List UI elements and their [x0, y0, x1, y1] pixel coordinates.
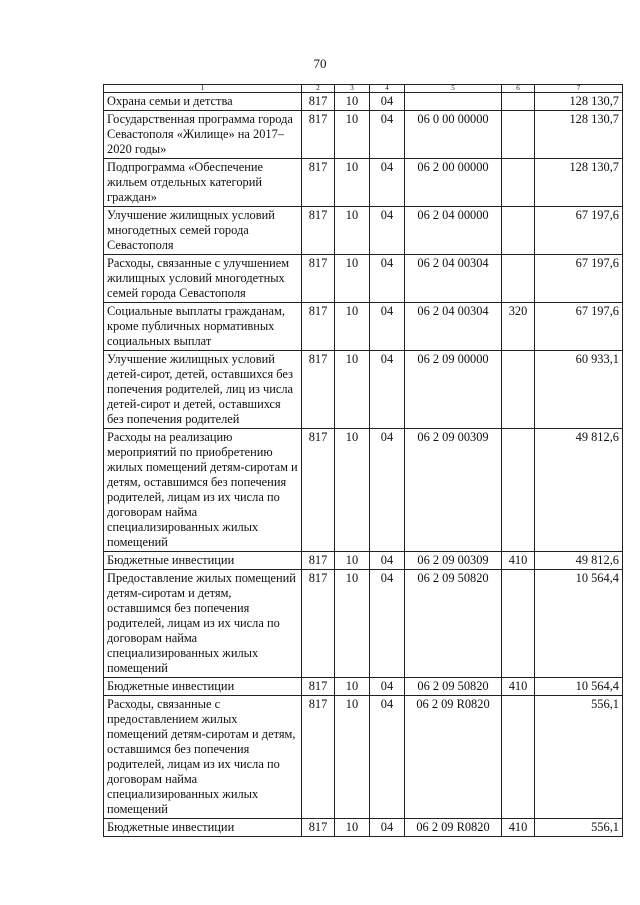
column-number: 5: [405, 85, 502, 93]
column-number: 7: [535, 85, 623, 93]
target-article-cell: 06 2 09 00000: [405, 351, 502, 429]
amount-cell: 49 812,6: [535, 429, 623, 552]
ministry-code-cell: 817: [302, 678, 335, 696]
table-row: [104, 429, 623, 552]
section-code-cell: 10: [335, 93, 370, 111]
target-article-cell: 06 2 04 00304: [405, 255, 502, 303]
section-code-cell: 10: [335, 351, 370, 429]
ministry-code-cell: 817: [302, 255, 335, 303]
target-article-cell: 06 2 09 00309: [405, 552, 502, 570]
subsection-code-cell: 04: [370, 303, 405, 351]
amount-cell: 67 197,6: [535, 303, 623, 351]
expense-type-cell: 410: [502, 552, 535, 570]
ministry-code-cell: 817: [302, 819, 335, 837]
expense-name-cell: Расходы, связанные с улучшением жилищных условий многодетных семей города Севастополя: [104, 255, 302, 303]
ministry-code-cell: 817: [302, 696, 335, 819]
subsection-code-cell: 04: [370, 696, 405, 819]
amount-cell: 67 197,6: [535, 255, 623, 303]
ministry-code-cell: 817: [302, 111, 335, 159]
column-number: 2: [302, 85, 335, 93]
target-article-cell: 06 2 04 00000: [405, 207, 502, 255]
amount-cell: 128 130,7: [535, 111, 623, 159]
subsection-code-cell: 04: [370, 111, 405, 159]
target-article-cell: [405, 93, 502, 111]
subsection-code-cell: 04: [370, 819, 405, 837]
ministry-code-cell: 817: [302, 93, 335, 111]
target-article-cell: 06 2 09 R0820: [405, 696, 502, 819]
subsection-code-cell: 04: [370, 552, 405, 570]
expense-name-cell: Предоставление жилых помещений детям-сиротам и детям, оставшимся без попечения родителей, лицам из их числа по договорам найма специализированных жилых помещений: [104, 570, 302, 678]
amount-cell: 60 933,1: [535, 351, 623, 429]
budget-table: [103, 84, 623, 837]
expense-type-cell: [502, 696, 535, 819]
target-article-cell: 06 2 09 00309: [405, 429, 502, 552]
expense-type-cell: 320: [502, 303, 535, 351]
section-code-cell: 10: [335, 207, 370, 255]
subsection-code-cell: 04: [370, 351, 405, 429]
expense-type-cell: 410: [502, 678, 535, 696]
expense-name-cell: Подпрограмма «Обеспечение жильем отдельных категорий граждан»: [104, 159, 302, 207]
amount-cell: 556,1: [535, 696, 623, 819]
column-number: 4: [370, 85, 405, 93]
subsection-code-cell: 04: [370, 159, 405, 207]
ministry-code-cell: 817: [302, 429, 335, 552]
amount-cell: 67 197,6: [535, 207, 623, 255]
ministry-code-cell: 817: [302, 207, 335, 255]
table-row: [104, 696, 623, 819]
target-article-cell: 06 2 00 00000: [405, 159, 502, 207]
amount-cell: 10 564,4: [535, 678, 623, 696]
expense-type-cell: [502, 111, 535, 159]
column-number-row: [104, 85, 623, 93]
section-code-cell: 10: [335, 303, 370, 351]
expense-name-cell: Улучшение жилищных условий многодетных семей города Севастополя: [104, 207, 302, 255]
expense-type-cell: [502, 93, 535, 111]
amount-cell: 128 130,7: [535, 159, 623, 207]
expense-type-cell: [502, 570, 535, 678]
ministry-code-cell: 817: [302, 570, 335, 678]
table-row: [104, 303, 623, 351]
target-article-cell: 06 2 09 50820: [405, 678, 502, 696]
ministry-code-cell: 817: [302, 552, 335, 570]
section-code-cell: 10: [335, 429, 370, 552]
table-row: [104, 570, 623, 678]
table-row: [104, 111, 623, 159]
expense-name-cell: Расходы, связанные с предоставлением жилых помещений детям-сиротам и детям, оставшимся без попечения родителей, лицам из их числа по договорам найма специализированных жилых помещений: [104, 696, 302, 819]
expense-type-cell: [502, 159, 535, 207]
subsection-code-cell: 04: [370, 429, 405, 552]
expense-name-cell: Охрана семьи и детства: [104, 93, 302, 111]
subsection-code-cell: 04: [370, 207, 405, 255]
page-number: 70: [313, 56, 327, 71]
table-row: [104, 207, 623, 255]
section-code-cell: 10: [335, 696, 370, 819]
amount-cell: 49 812,6: [535, 552, 623, 570]
section-code-cell: 10: [335, 678, 370, 696]
section-code-cell: 10: [335, 570, 370, 678]
target-article-cell: 06 2 09 50820: [405, 570, 502, 678]
column-number: 3: [335, 85, 370, 93]
section-code-cell: 10: [335, 255, 370, 303]
ministry-code-cell: 817: [302, 159, 335, 207]
table-row: [104, 93, 623, 111]
table-row: [104, 255, 623, 303]
table-row: [104, 678, 623, 696]
table-row: [104, 819, 623, 837]
section-code-cell: 10: [335, 159, 370, 207]
subsection-code-cell: 04: [370, 570, 405, 678]
expense-name-cell: Бюджетные инвестиции: [104, 819, 302, 837]
target-article-cell: 06 2 04 00304: [405, 303, 502, 351]
expense-type-cell: [502, 351, 535, 429]
ministry-code-cell: 817: [302, 351, 335, 429]
section-code-cell: 10: [335, 552, 370, 570]
expense-type-cell: [502, 207, 535, 255]
amount-cell: 10 564,4: [535, 570, 623, 678]
amount-cell: 128 130,7: [535, 93, 623, 111]
target-article-cell: 06 2 09 R0820: [405, 819, 502, 837]
expense-name-cell: Социальные выплаты гражданам, кроме публичных нормативных социальных выплат: [104, 303, 302, 351]
table-row: [104, 351, 623, 429]
expense-type-cell: [502, 255, 535, 303]
section-code-cell: 10: [335, 819, 370, 837]
expense-type-cell: 410: [502, 819, 535, 837]
subsection-code-cell: 04: [370, 93, 405, 111]
target-article-cell: 06 0 00 00000: [405, 111, 502, 159]
table-row: [104, 159, 623, 207]
table-body: [104, 93, 623, 837]
expense-name-cell: Расходы на реализацию мероприятий по приобретению жилых помещений детям-сиротам и детям, оставшимся без попечения родителей, лицам из их числа по договорам найма специализированных жилых помещений: [104, 429, 302, 552]
subsection-code-cell: 04: [370, 678, 405, 696]
expense-type-cell: [502, 429, 535, 552]
expense-name-cell: Бюджетные инвестиции: [104, 552, 302, 570]
table-row: [104, 552, 623, 570]
subsection-code-cell: 04: [370, 255, 405, 303]
expense-name-cell: Государственная программа города Севастополя «Жилище» на 2017–2020 годы»: [104, 111, 302, 159]
column-number: 1: [104, 85, 302, 93]
column-number: 6: [502, 85, 535, 93]
section-code-cell: 10: [335, 111, 370, 159]
ministry-code-cell: 817: [302, 303, 335, 351]
expense-name-cell: Бюджетные инвестиции: [104, 678, 302, 696]
expense-name-cell: Улучшение жилищных условий детей-сирот, детей, оставшихся без попечения родителей, лиц из числа детей-сирот и детей, оставшихся без попечения родителей: [104, 351, 302, 429]
amount-cell: 556,1: [535, 819, 623, 837]
